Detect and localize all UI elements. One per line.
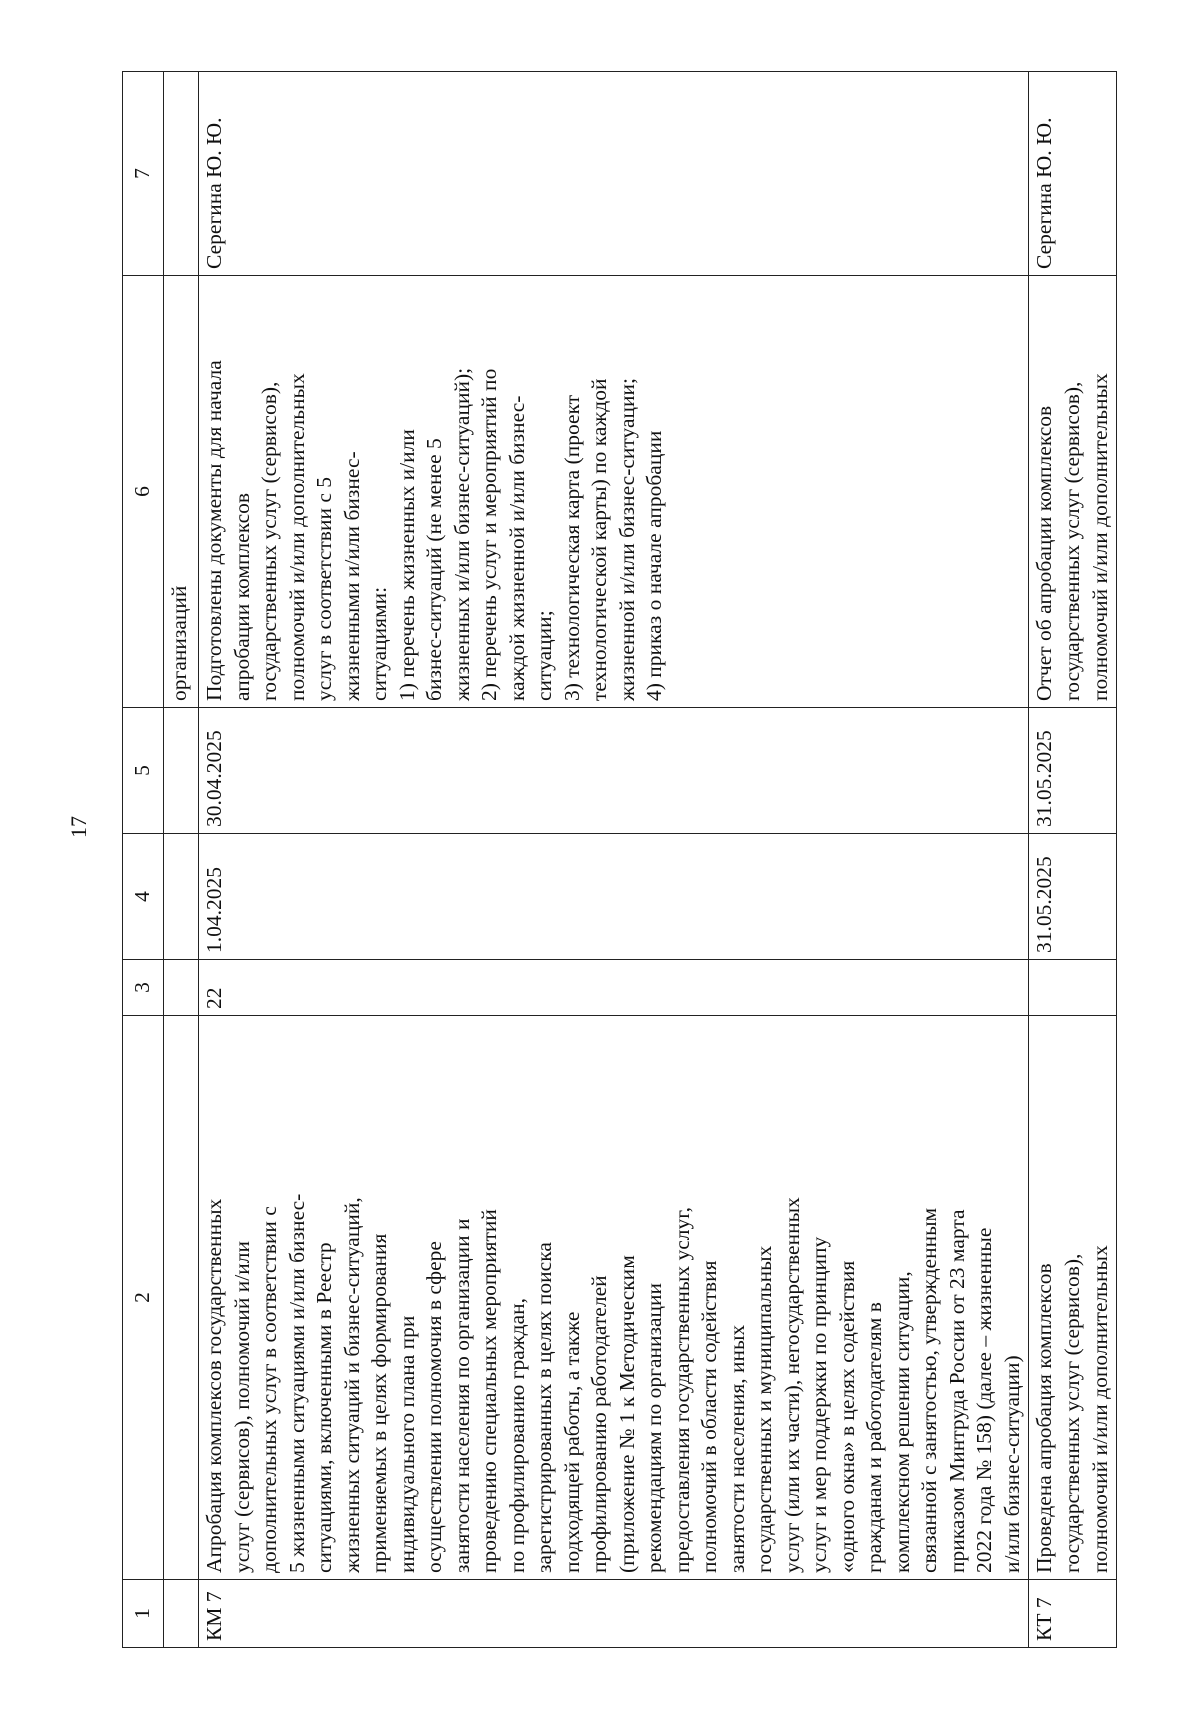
table-row (1029, 72, 1117, 1648)
header-col-1: 1 (123, 1580, 164, 1648)
row-responsible: Серегина Ю. Ю. (199, 72, 1029, 276)
row-start-date: 1.04.2025 (199, 834, 1029, 960)
row-description: Проведена апробация комплексов государственных услуг (сервисов), полномочий и/или дополнительных (1029, 1016, 1117, 1580)
row-result: Подготовлены документы для начала апробации комплексов государственных услуг (сервисов), полномочий и/или дополнительных услуг в соответствии с 5 жизненными и/или бизнес- ситуациями: 1) перечень жизненных и/или бизнес-ситуаций (не менее 5 жизненных и/или бизнес-ситуаций); 2) перечень услуг и мероприятий по каждой жизненной и/или бизнес- ситуации; 3) технологическая карта (проект технологической карты) по каждой жизненной и/или бизнес-ситуации; 4) приказ о начале апробации (199, 276, 1029, 708)
row-end-date: 31.05.2025 (1029, 708, 1117, 834)
row-result: Отчет об апробации комплексов государственных услуг (сервисов), полномочий и/или дополнительных (1029, 276, 1117, 708)
row-end-date: 30.04.2025 (199, 708, 1029, 834)
cell (164, 960, 199, 1016)
header-col-3: 3 (123, 960, 164, 1016)
table-row (199, 72, 1029, 1648)
row-start-date: 31.05.2025 (1029, 834, 1117, 960)
header-col-6: 6 (123, 276, 164, 708)
row-code: КМ 7 (199, 1580, 1029, 1648)
row-description: Апробация комплексов государственных услуг (сервисов), полномочий и/или дополнительных услуг в соответствии с 5 жизненными ситуациями и/или бизнес- ситуациями, включенными в Реестр жизненных ситуаций и бизнес-ситуаций, применяемых в целях формирования индивидуального плана при осуществлении полномочия в сфере занятости населения по организации и проведению специальных мероприятий по профилированию граждан, зарегистрированных в целях поиска подходящей работы, а также профилированию работодателей (приложение № 1 к Методическим рекомендациям по организации предоставления государственных услуг, полномочий в области содействия занятости населения, иных государственных и муниципальных услуг (или их части), негосударственных услуг и мер поддержки по принципу «одного окна» в целях содействия гражданам и работодателям в комплексном решении ситуации, связанной с занятостью, утвержденным приказом Минтруда России от 23 марта 2022 года № 158) (далее – жизненные и/или бизнес-ситуации) (199, 1016, 1029, 1580)
cell (164, 834, 199, 960)
cell (164, 708, 199, 834)
table-rotated-container (122, 72, 1112, 1648)
cell (164, 72, 199, 276)
continuation-row (164, 72, 199, 1648)
header-col-2: 2 (123, 1016, 164, 1580)
row-col3: 22 (199, 960, 1029, 1016)
page-number: 17 (66, 816, 91, 838)
cell (164, 1016, 199, 1580)
header-col-5: 5 (123, 708, 164, 834)
row-code: КТ 7 (1029, 1580, 1117, 1648)
header-col-7: 7 (123, 72, 164, 276)
continuation-text: организаций (164, 276, 199, 708)
header-col-4: 4 (123, 834, 164, 960)
cell (164, 1580, 199, 1648)
row-col3 (1029, 960, 1117, 1016)
header-row (123, 72, 164, 1648)
plan-table (122, 71, 1117, 1648)
row-responsible: Серегина Ю. Ю. (1029, 72, 1117, 276)
